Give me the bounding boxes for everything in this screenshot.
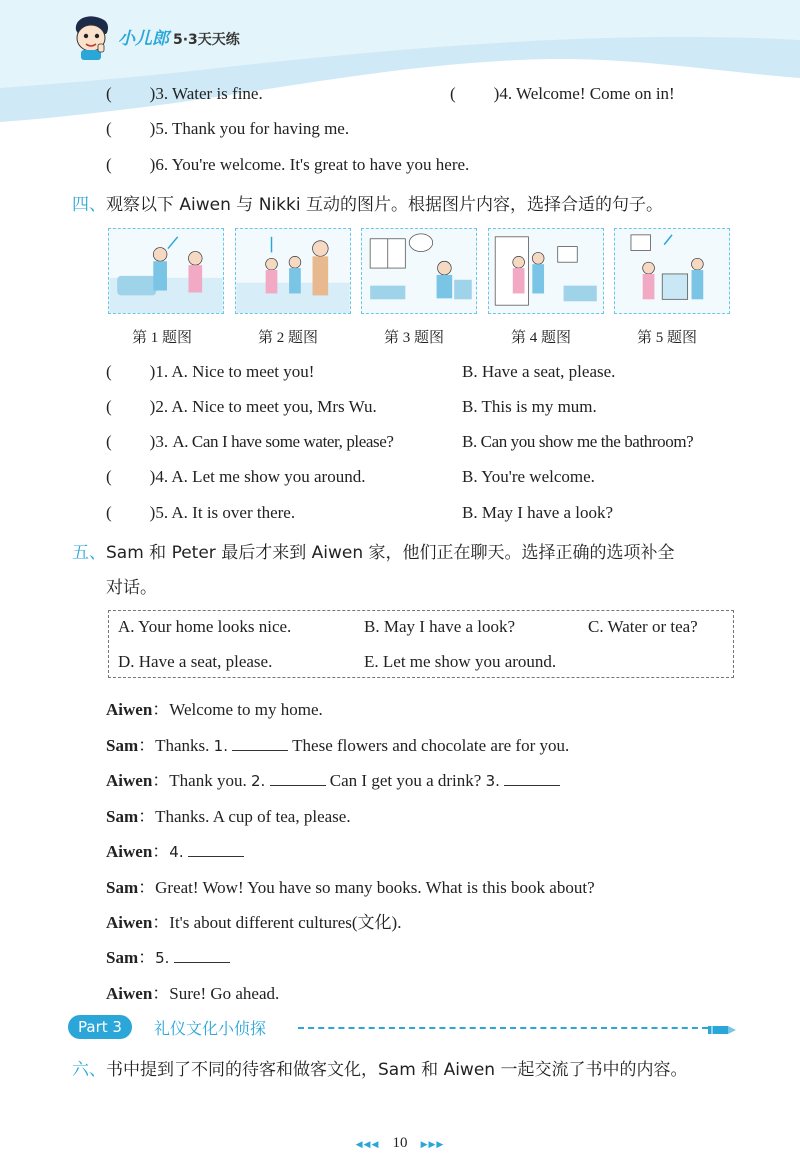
answer-bracket[interactable]: ( ) <box>106 432 156 451</box>
dialog-text: Great! Wow! You have so many books. What is this book about? <box>155 878 595 897</box>
speaker: Aiwen <box>106 913 153 932</box>
dialog-line-7: Aiwen：It's about different cultures(文化). <box>106 913 402 932</box>
s4-item-2: ( )2. A. Nice to meet you, Mrs Wu. <box>106 397 377 416</box>
series-name: 5·3天天练 <box>173 32 240 48</box>
s4-item-2-option-b: B. This is my mum. <box>462 397 597 416</box>
picture-3 <box>361 228 477 314</box>
dialog-line-6: Sam：Great! Wow! You have so many books. What is this book about? <box>106 878 595 897</box>
speaker: Aiwen <box>106 984 153 1003</box>
option-a: A. Let me show you around. <box>171 467 366 486</box>
answer-bracket[interactable]: ( ) <box>106 362 156 381</box>
prev-item-6: ( )6. You're welcome. It's great to have you here. <box>106 155 470 174</box>
answer-bracket[interactable]: ( ) <box>106 397 156 416</box>
speaker: Aiwen <box>106 842 153 861</box>
item-text: Water is fine. <box>172 84 263 103</box>
page-footer <box>340 1132 460 1152</box>
section-number: 五、 <box>72 543 106 563</box>
dialog-text: Thanks. A cup of tea, please. <box>155 807 351 826</box>
answer-blank-3[interactable] <box>504 769 560 786</box>
section-number: 四、 <box>72 195 106 215</box>
section-6-title <box>72 1055 687 1080</box>
s4-item-3: ( )3. A. Can I have some water, please? <box>106 432 394 451</box>
s4-item-1: ( )1. A. Nice to meet you! <box>106 362 315 381</box>
item-number: 3 <box>155 84 164 103</box>
picture-1-caption: 第 1 题图 <box>132 330 193 346</box>
answer-blank-2[interactable] <box>270 769 326 786</box>
option-a: A. Nice to meet you! <box>171 362 315 381</box>
item-number: 2 <box>155 397 164 416</box>
item-text: You're welcome. It's great to have you here. <box>171 155 470 174</box>
item-number: 3 <box>155 432 164 451</box>
s4-item-4: ( )4. A. Let me show you around. <box>106 467 366 486</box>
blank-number: 3. <box>485 772 500 790</box>
picture-3-caption: 第 3 题图 <box>384 330 445 346</box>
speaker: Aiwen <box>106 771 153 790</box>
item-number: 1 <box>155 362 164 381</box>
option-e: E. Let me show you around. <box>364 652 557 671</box>
page-number: 10 <box>392 1135 408 1151</box>
s4-item-5-option-b: B. May I have a look? <box>462 503 614 522</box>
option-b: B. May I have a look? <box>364 617 516 636</box>
section-instruction: Sam 和 Peter 最后才来到 Aiwen 家，他们正在聊天。选择正确的选项补全 <box>106 543 675 563</box>
item-number: 5 <box>155 119 164 138</box>
speaker: Aiwen <box>106 700 153 719</box>
item-number: 6 <box>155 155 164 174</box>
section-number: 六、 <box>72 1060 106 1080</box>
speaker: Sam <box>106 948 139 967</box>
item-text: Thank you for having me. <box>172 119 350 138</box>
blank-number: 4. <box>169 843 184 861</box>
item-number: 5 <box>155 503 164 522</box>
dialog-line-5: Aiwen：4. <box>106 837 244 862</box>
option-a: A. It is over there. <box>171 503 296 522</box>
right-arrows-icon: ▶▶▶ <box>420 1140 445 1150</box>
dialog-text: Sure! Go ahead. <box>169 984 280 1003</box>
answer-blank-5[interactable] <box>174 946 230 963</box>
speaker: Sam <box>106 807 139 826</box>
blank-number: 1. <box>213 737 228 755</box>
answer-bracket[interactable]: ( ) <box>106 119 156 138</box>
answer-bracket[interactable]: ( ) <box>450 84 500 103</box>
left-arrows-icon: ◀◀◀ <box>355 1140 380 1150</box>
prev-item-5: ( )5. Thank you for having me. <box>106 119 350 138</box>
pencil-icon <box>708 1021 736 1033</box>
picture-5 <box>614 228 730 314</box>
answer-bracket[interactable]: ( ) <box>106 84 156 103</box>
answer-bracket[interactable]: ( ) <box>106 467 156 486</box>
prev-item-4: ( )4. Welcome! Come on in! <box>450 84 675 103</box>
mascot-icon <box>70 14 112 60</box>
option-a: A. Nice to meet you, Mrs Wu. <box>171 397 377 416</box>
item-text: Welcome! Come on in! <box>516 84 675 103</box>
picture-1 <box>108 228 224 314</box>
s4-item-3-option-b: B. Can you show me the bathroom? <box>462 432 694 451</box>
dialog-text: It's about different cultures(文化). <box>169 913 402 932</box>
blank-number: 5. <box>155 949 170 967</box>
picture-2-caption: 第 2 题图 <box>258 330 319 346</box>
header-band <box>0 0 800 125</box>
option-a: A. Can I have some water, please? <box>172 432 394 451</box>
s4-item-1-option-b: B. Have a seat, please. <box>462 362 616 381</box>
picture-2 <box>235 228 351 314</box>
item-number: 4 <box>499 84 508 103</box>
dialog-line-4: Sam：Thanks. A cup of tea, please. <box>106 807 351 826</box>
s4-item-4-option-b: B. You're welcome. <box>462 467 595 486</box>
section-5-title <box>72 538 675 563</box>
part-badge: Part 3 <box>68 1015 132 1039</box>
item-number: 4 <box>155 467 164 486</box>
blank-number: 2. <box>250 772 266 790</box>
dialog-line-1: Aiwen：Welcome to my home. <box>106 700 323 719</box>
section-5-title-cont: 对话。 <box>106 578 157 598</box>
option-c: C. Water or tea? <box>588 617 698 636</box>
speaker: Sam <box>106 878 139 897</box>
prev-item-3: ( )3. Water is fine. <box>106 84 263 103</box>
brand-name: 小儿郎 <box>118 29 169 49</box>
option-a: A. Your home looks nice. <box>118 617 292 636</box>
part-divider <box>298 1027 708 1029</box>
section-instruction: 观察以下 Aiwen 与 Nikki 互动的图片。根据图片内容，选择合适的句子。 <box>106 195 663 215</box>
s4-item-5: ( )5. A. It is over there. <box>106 503 296 522</box>
section-instruction: 书中提到了不同的待客和做客文化，Sam 和 Aiwen 一起交流了书中的内容。 <box>106 1060 688 1080</box>
dialog-line-8: Sam：5. <box>106 943 230 968</box>
dialog-line-2: Sam：Thanks. 1. These flowers and chocolate are for you. <box>106 736 570 755</box>
picture-4 <box>488 228 604 314</box>
picture-5-caption: 第 5 题图 <box>637 330 698 346</box>
section-4-title <box>72 190 663 215</box>
answer-bracket[interactable]: ( ) <box>106 503 156 522</box>
part-title: 礼仪文化小侦探 <box>154 1019 267 1038</box>
answer-bracket[interactable]: ( ) <box>106 155 156 174</box>
answer-blank-1[interactable] <box>232 734 288 751</box>
brand-title <box>118 24 240 49</box>
answer-blank-4[interactable] <box>188 840 244 857</box>
dialog-line-3: Aiwen：Thank you. 2. Can I get you a drink? 3. <box>106 766 560 791</box>
picture-4-caption: 第 4 题图 <box>511 330 572 346</box>
dialog-line-9: Aiwen：Sure! Go ahead. <box>106 984 280 1003</box>
option-d: D. Have a seat, please. <box>118 652 273 671</box>
dialog-text: Welcome to my home. <box>169 700 323 719</box>
speaker: Sam <box>106 736 139 755</box>
